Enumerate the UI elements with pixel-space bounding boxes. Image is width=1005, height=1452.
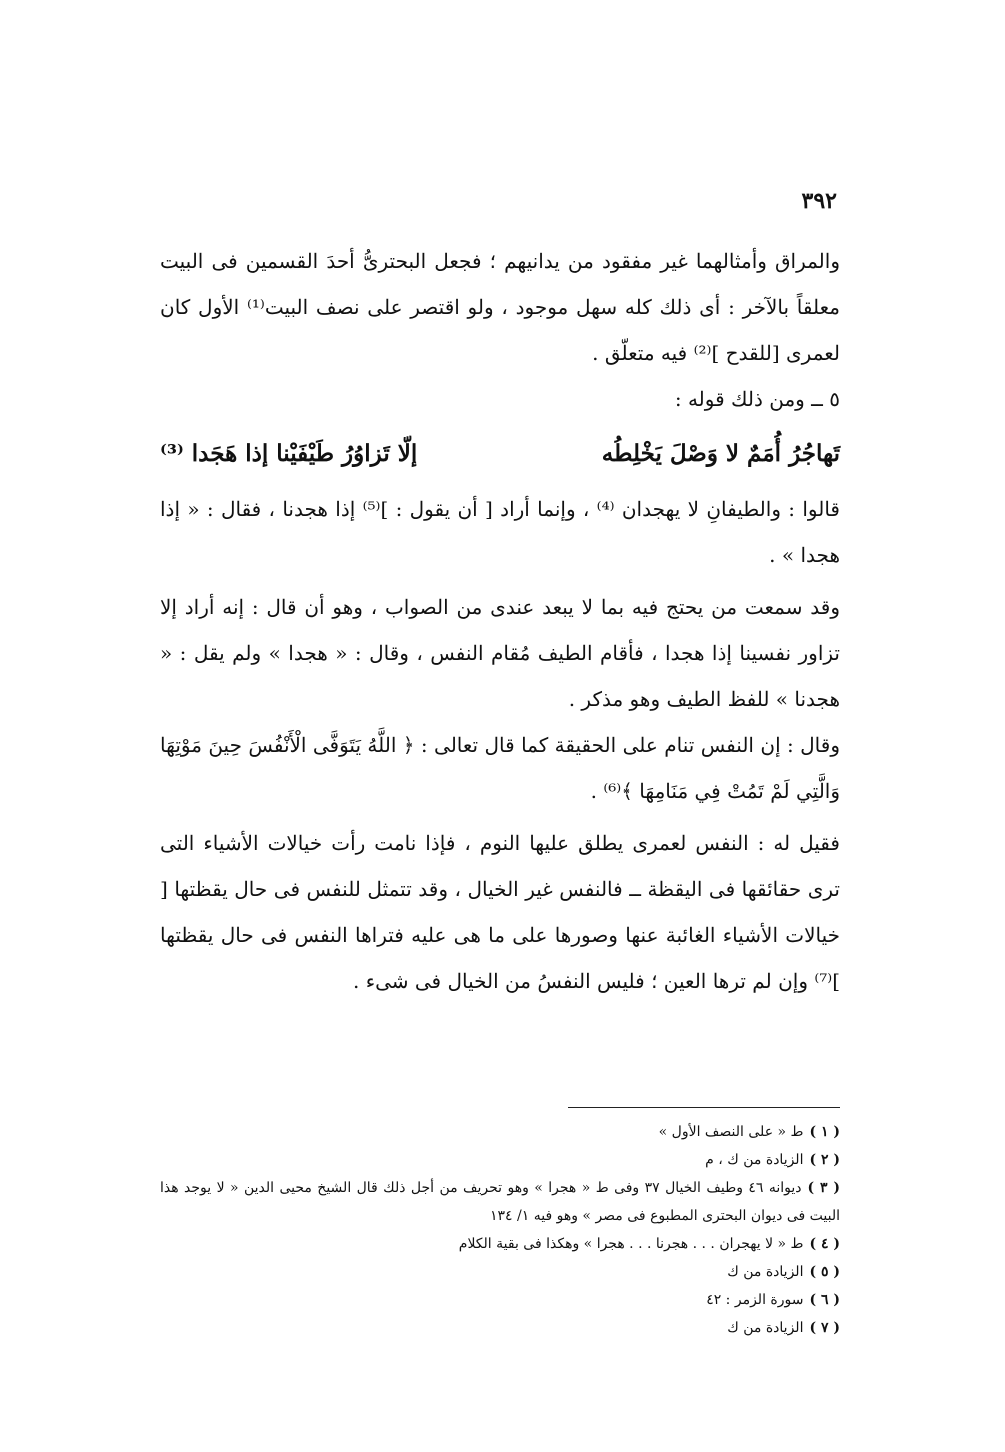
footnote	[160, 1118, 840, 1146]
second-hemistich: إلّا تَزاوُرُ طَيْفَيْنا إذا هَجَدا ⁽³⁾	[160, 440, 418, 467]
paragraph: وقد سمعت من يحتج فيه بما لا يبعد عندى من الصواب ، وهو أن قال : إنه أراد إلا تزاور نفسينا إذا هجدا ، فأقام الطيف مُقام النفس ، وقال : « هجدا » ولم يقل : « هجدنا » للفظ الطيف وهو مذكر .	[160, 595, 840, 711]
footnote-number: ( ٢ )	[809, 1152, 840, 1168]
main-text	[160, 238, 840, 1004]
footnote-number: ( ٧ )	[809, 1320, 840, 1336]
footnote	[160, 1174, 840, 1230]
footnote-text: ديوانه ٤٦ وطيف الخيال ٣٧ وفى ط « هجرا » وهو تحريف من أجل ذلك قال الشيخ محيى الدين « لا يوجد هذا البيت فى ديوان البحترى المطبوع فى مصر » وهو فيه ١/ ١٣٤	[160, 1180, 840, 1224]
paragraph: فقيل له : النفس لعمرى يطلق عليها النوم ، فإذا نامت رأت خيالات الأشياء التى ترى حقائقها فى اليقظة ــ فالنفس غير الخيال ، وقد تتمثل للنفس فى حال يقظتها [ خيالات الأشياء الغائبة عنها وصورها على ما هى عليه فتراها النفس فى حال يقظتها ]⁽⁷⁾ وإن لم ترها العين ؛ فليس النفسُ من الخيال فى شىء .	[160, 831, 840, 993]
footnote-divider	[568, 1107, 840, 1108]
page-number: ٣٩٢	[801, 188, 837, 214]
first-hemistich: تَهاجُرُ أُمَمٌ لا وَصْلَ يَخْلِطُه	[601, 440, 840, 467]
section-intro: ٥ ــ ومن ذلك قوله :	[674, 387, 840, 411]
paragraph: والمراق وأمثالهما غير مفقود من يدانيهم ؛ فجعل البحترىُّ أحدَ القسمين فى البيت معلقاً بالآخر : أى ذلك كله سهل موجود ، ولو اقتصر على نصف البيت⁽¹⁾ الأول كان لعمرى [للقدح ]⁽²⁾ فيه متعلّق .	[160, 249, 840, 365]
poem-verse	[160, 426, 840, 482]
footnote-number: ( ١ )	[809, 1124, 840, 1140]
paragraph: قالوا : والطيفانِ لا يهجدان ⁽⁴⁾ ، وإنما أراد [ أن يقول : ]⁽⁵⁾ إذا هجدنا ، فقال : « إذا هجدا » .	[160, 497, 840, 567]
footnote-text: الزيادة من ك ، م	[705, 1152, 804, 1168]
footnote-number: ( ٤ )	[809, 1236, 840, 1252]
footnote-number: ( ٣ )	[807, 1180, 840, 1196]
footnote	[160, 1258, 840, 1286]
footnotes	[160, 1118, 840, 1342]
footnote-text: الزيادة من ك	[727, 1320, 804, 1336]
footnote-number: ( ٥ )	[809, 1264, 840, 1280]
footnote-text: الزيادة من ك	[727, 1264, 804, 1280]
footnote-text: ط « على النصف الأول »	[658, 1124, 804, 1140]
footnote	[160, 1286, 840, 1314]
footnote	[160, 1146, 840, 1174]
footnote	[160, 1230, 840, 1258]
footnote-text: سورة الزمر : ٤٢	[706, 1292, 804, 1308]
footnote-number: ( ٦ )	[809, 1292, 840, 1308]
footnote-text: ط « لا يهجران . . . هجرنا . . . هجرا » وهكذا فى بقية الكلام	[458, 1236, 804, 1252]
footnote	[160, 1314, 840, 1342]
quran-paragraph: وقال : إن النفس تنام على الحقيقة كما قال تعالى : ﴿ اللَّهُ يَتَوَفَّى الْأَنْفُسَ حِينَ مَوْتِهَا وَالَّتِي لَمْ تَمُتْ فِي مَنَامِهَا ﴾⁽⁶⁾ .	[160, 733, 840, 803]
